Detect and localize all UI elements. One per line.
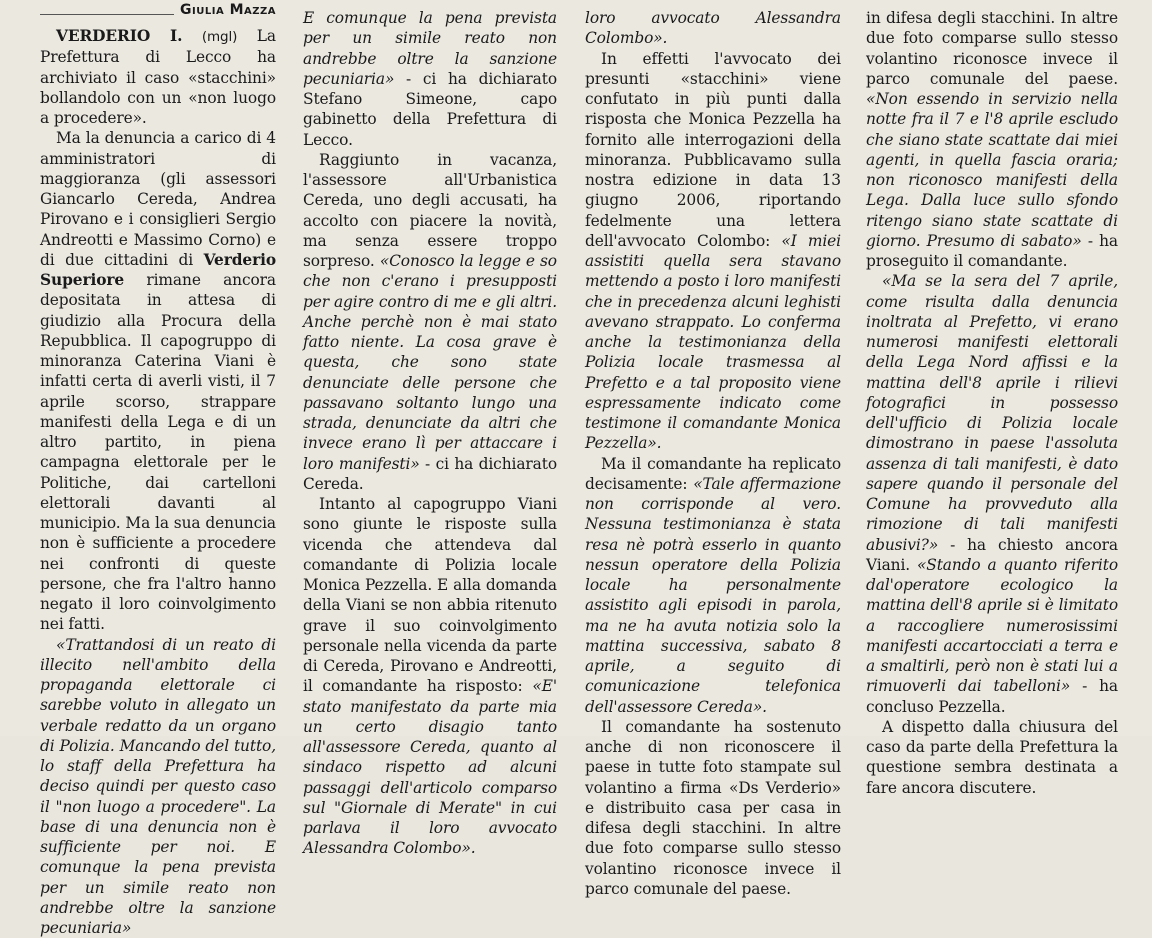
paragraph-denuncia: Ma la denuncia a carico di 4 amministratori di maggioranza (gli assessori Giancarlo Cereda, Andrea Pirovano e i consiglieri Sergio Andreotti e Massimo Corno) e di due cittadini di Verderio Superiore rimane ancora depositata in attesa di giudizio alla Procura della Repubblica. Il capogruppo di minoranza Caterina Viani è infatti certa di averli visti, il 7 aprile scorso, strappare manifesti della Lega e di un altro partito, in piena campagna elettorale per le Politiche, dai cartelloni elettorali davanti al municipio. Ma la sua denuncia non è sufficiente a procedere nei confronti di queste persone, che fra l'altro hanno negato il loro coinvolgimento nei fatti.: [40, 128, 276, 634]
paragraph-foto-cont: in difesa degli stacchini. In altre due foto comparse sullo stesso volantino riconosce invece il parco comunale del paese. «Non essendo in servizio nella notte fra il 7 e l'8 aprile escludo che siano state scattate dai miei agenti, in quella fascia oraria; non riconosco manifesti della Lega. Dalla luce sullo sfondo ritengo siano state scattate di giorno. Presumo di sabato» - ha proseguito il comandante.: [866, 8, 1118, 271]
column-2: [303, 8, 557, 744]
quote-continuation: E comunque la pena prevista per un simile reato non andrebbe oltre la sanzione pecuniaria»: [303, 9, 557, 88]
paragraph-avvocato: In effetti l'avvocato dei presunti «stacchini» viene confutato in più punti dalla risposta che Monica Pezzella ha fornito alle interrogazioni della minoranza. Pubblicavamo sulla nostra edizione in data 13 giugno 2006, riportando fedelmente una lettera dell'avvocato Colombo: «I miei assistiti quella sera stavano mettendo a posto i loro manifesti che in precedenza alcuni leghisti avevano strappato. Lo conferma anche la testimonianza della Polizia locale trasmessa al Prefetto e a tal proposito viene espressamente indicato come testimone il comandante Monica Pezzella».: [585, 49, 841, 454]
paragraph-foto: Il comandante ha sostenuto anche di non riconoscere il paese in tutte foto stampate sul volantino a firma «Ds Verderio» e distribuito casa per casa in difesa degli stacchini. In altre due foto comparse sullo stesso volantino riconosce invece il parco comunale del paese.: [585, 717, 841, 899]
column-1: [40, 3, 276, 739]
paragraph-risposte: Intanto al capogruppo Viani sono giunte le risposte sulla vicenda che attendeva dal comandante di Polizia locale Monica Pezzella. E alla domanda della Viani se non abbia ritenuto grave il suo coinvolgimento personale nella vicenda da parte di Cereda, Pirovano e Andreotti, il comandante ha risposto: «E' stato manifestato da parte mia un certo disagio tanto all'assessore Cereda, quanto al sindaco rispetto ad alcuni passaggi dell'articolo comparso sul "Giornale di Merate" in cui parlava il loro avvocato Alessandra Colombo».: [303, 494, 557, 859]
paragraph-lead: [40, 26, 276, 128]
dateline: VERDERIO I.: [56, 27, 182, 45]
byline: Giulia Mazza: [174, 0, 276, 20]
paragraph-closing: A dispetto dalla chiusura del caso da parte della Prefettura la questione sembra destinata a fare ancora discutere.: [866, 717, 1118, 798]
paragraph-prefettura-quote-cont: E comunque la pena prevista per un simile reato non andrebbe oltre la sanzione pecuniaria» - ci ha dichiarato Stefano Simeone, capo gabinetto della Prefettura di Lecco.: [303, 8, 557, 150]
paragraph-viani-question: «Ma se la sera del 7 aprile, come risulta dalla denuncia inoltrata al Prefetto, vi erano numerosi manifesti elettorali della Lega Nord affissi e la mattina dell'8 aprile i rilievi fotografici in possesso dell'ufficio di Polizia locale dimostrano in paese l'assoluta assenza di tali manifesti, è dato sapere quando il personale del Comune ha provveduto alla rimozione di tali manifesti abusivi?» - ha chiesto ancora Viani. «Stando a quanto riferito dal'operatore ecologico la mattina dell'8 aprile si è limitato a raccogliere numerosissimi manifesti accartocciati a terra e a smaltirli, però non è stati lui a rimuoverli dai tabelloni» - ha concluso Pezzella.: [866, 271, 1118, 717]
paragraph-replica: Ma il comandante ha replicato decisamente: «Tale affermazione non corrisponde al vero. Nessuna testimonianza è stata resa nè potrà esserlo in quanto nessun operatore della Polizia locale ha personalmente assistito agli episodi in parola, ma ne ha avuta notizia solo la mattina successiva, sabato 8 aprile, a seguito di comunicazione telefonica dell'assessore Cereda».: [585, 454, 841, 717]
paragraph-cereda: Raggiunto in vacanza, l'assessore all'Urbanistica Cereda, uno degli accusati, ha accolto con piacere la novità, ma senza essere troppo sorpreso. «Conosco la legge e so che non c'erano i presupposti per agire contro di me e gli altri. Anche perchè non è mai stato fatto niente. La cosa grave è questa, che sono state denunciate delle persone che passavano soltanto lungo una strada, denunciate da altri che invece erano lì per attaccare i loro manifesti» - ci ha dichiarato Cereda.: [303, 150, 557, 494]
column-4: [866, 8, 1118, 744]
lead-text: La Prefettura di Lecco ha archiviato il caso «stacchini» bollandolo con un «non luogo a procedere».: [40, 27, 276, 127]
paragraph-prefettura-quote: «Trattandosi di un reato di illecito nell'ambito della propaganda elettorale ci sarebbe voluto in allegato un verbale redatto da un organo di Polizia. Mancando del tutto, lo staff della Prefettura ha deciso quindi per questo caso il "non luogo a procedere". La base di una denuncia non è sufficiente per noi. E comunque la pena prevista per un simile reato non andrebbe oltre la sanzione pecuniaria»: [40, 635, 276, 938]
paragraph-risposte-cont: loro avvocato Alessandra Colombo».: [585, 8, 841, 49]
agency-tag: (mgl): [202, 29, 238, 45]
place-name: Verderio Superiore: [40, 251, 276, 289]
column-3: [585, 8, 841, 744]
